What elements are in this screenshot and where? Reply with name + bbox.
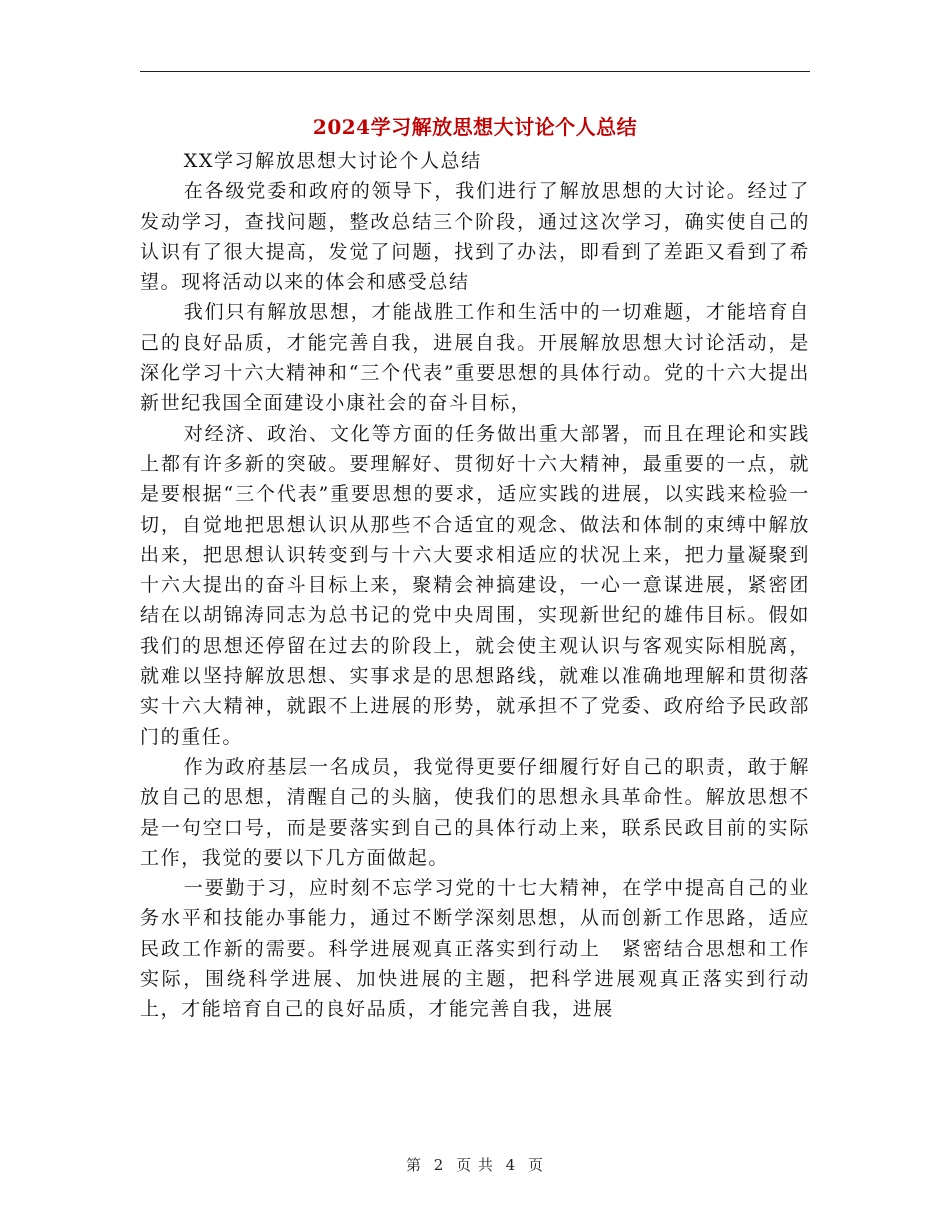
paragraph-4: 作为政府基层一名成员，我觉得更要仔细履行好自己的职责，敢于解放自己的思想，清醒自己的头脑，使我们的思想永具革命性。解放思想不是一句空口号，而是要落实到自己的具体行动上来，联系民政目前的实际工作，我觉的要以下几方面做起。 <box>140 755 810 869</box>
footer-total-pages: 4 <box>505 1156 517 1174</box>
page-footer <box>0 1154 950 1175</box>
footer-prefix: 第 <box>405 1156 422 1174</box>
paragraph-3: 对经济、政治、文化等方面的任务做出重大部署，而且在理论和实践上都有许多新的突破。要理解好、贯彻好十六大精神，最重要的一点，就是要根据“三个代表”重要思想的要求，适应实践的进展，以实践来检验一切，自觉地把思想认识从那些不合适宜的观念、做法和体制的束缚中解放出来，把思想认识转变到与十六大要求相适应的状况上来，把力量凝聚到十六大提出的奋斗目标上来，聚精会神搞建设，一心一意谋进展，紧密团结在以胡锦涛同志为总书记的党中央周围，实现新世纪的雄伟目标。假如我们的思想还停留在过去的阶段上，就会使主观认识与客观实际相脱离，就难以坚持解放思想、实事求是的思想路线，就难以准确地理解和贯彻落实十六大精神，就跟不上进展的形势，就承担不了党委、政府给予民政部门的重任。 <box>140 422 810 748</box>
document-subtitle: XX学习解放思想大讨论个人总结 <box>183 150 482 172</box>
document-title: 2024学习解放思想大讨论个人总结 <box>312 115 638 139</box>
document-body <box>140 146 810 1025</box>
paragraph-1: 在各级党委和政府的领导下，我们进行了解放思想的大讨论。经过了发动学习，查找问题，整改总结三个阶段，通过这次学习，确实使自己的认识有了很大提高，发觉了问题，找到了办法，即看到了差距又看到了希望。现将活动以来的体会和感受总结 <box>140 180 810 294</box>
footer-middle: 页 共 <box>456 1156 494 1174</box>
header-rule <box>140 71 810 72</box>
footer-page-number: 2 <box>433 1156 445 1174</box>
footer-suffix: 页 <box>528 1156 545 1174</box>
paragraph-5: 一要勤于习，应时刻不忘学习党的十七大精神，在学中提高自己的业务水平和技能办事能力，通过不断学深刻思想，从而创新工作思路，适应民政工作新的需要。科学进展观真正落实到行动上 紧密结合思想和工作实际，围绕科学进展、加快进展的主题，把科学进展观真正落实到行动上，才能培育自己的良好品质，才能完善自我，进展 <box>140 877 810 1021</box>
paragraph-2: 我们只有解放思想，才能战胜工作和生活中的一切难题，才能培育自己的良好品质，才能完善自我，进展自我。开展解放思想大讨论活动，是深化学习十六大精神和“三个代表”重要思想的具体行动。党的十六大提出新世纪我国全面建设小康社会的奋斗目标， <box>140 301 810 415</box>
